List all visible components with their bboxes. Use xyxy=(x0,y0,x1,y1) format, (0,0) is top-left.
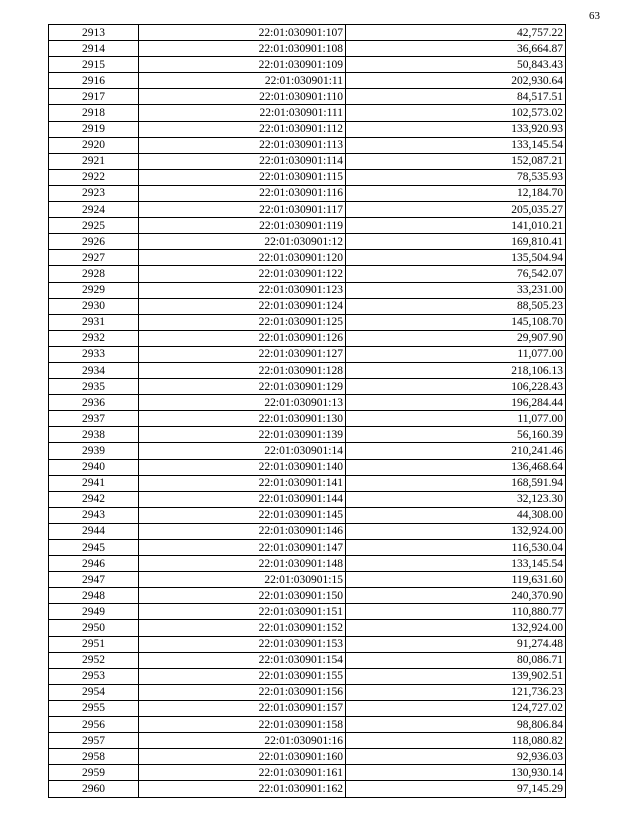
row-number-cell: 2954 xyxy=(49,684,139,700)
cadastral-number-cell: 22:01:030901:120 xyxy=(139,250,346,266)
cadastral-number-cell: 22:01:030901:144 xyxy=(139,491,346,507)
row-number-cell: 2922 xyxy=(49,169,139,185)
cadastral-number-cell: 22:01:030901:141 xyxy=(139,475,346,491)
cadastral-number-cell: 22:01:030901:154 xyxy=(139,652,346,668)
row-number-cell: 2935 xyxy=(49,379,139,395)
row-number-cell: 2924 xyxy=(49,202,139,218)
row-number-cell: 2942 xyxy=(49,491,139,507)
cadastral-value-table xyxy=(48,24,566,798)
cadastral-number-cell: 22:01:030901:148 xyxy=(139,556,346,572)
cadastral-number-cell: 22:01:030901:114 xyxy=(139,153,346,169)
cadastral-value-cell: 12,184.70 xyxy=(346,185,566,201)
table-row xyxy=(49,57,566,73)
cadastral-number-cell: 22:01:030901:108 xyxy=(139,41,346,57)
cadastral-value-cell: 29,907.90 xyxy=(346,330,566,346)
row-number-cell: 2931 xyxy=(49,314,139,330)
cadastral-number-cell: 22:01:030901:12 xyxy=(139,234,346,250)
cadastral-value-cell: 44,308.00 xyxy=(346,507,566,523)
cadastral-number-cell: 22:01:030901:14 xyxy=(139,443,346,459)
row-number-cell: 2960 xyxy=(49,781,139,797)
cadastral-value-cell: 121,736.23 xyxy=(346,684,566,700)
row-number-cell: 2933 xyxy=(49,346,139,362)
row-number-cell: 2944 xyxy=(49,523,139,539)
cadastral-value-cell: 141,010.21 xyxy=(346,218,566,234)
table-row xyxy=(49,733,566,749)
cadastral-number-cell: 22:01:030901:150 xyxy=(139,588,346,604)
row-number-cell: 2927 xyxy=(49,250,139,266)
cadastral-value-cell: 50,843.43 xyxy=(346,57,566,73)
cadastral-value-cell: 135,504.94 xyxy=(346,250,566,266)
row-number-cell: 2938 xyxy=(49,427,139,443)
table-row xyxy=(49,427,566,443)
row-number-cell: 2916 xyxy=(49,73,139,89)
cadastral-value-cell: 110,880.77 xyxy=(346,604,566,620)
cadastral-value-cell: 97,145.29 xyxy=(346,781,566,797)
row-number-cell: 2932 xyxy=(49,330,139,346)
cadastral-number-cell: 22:01:030901:151 xyxy=(139,604,346,620)
table-row xyxy=(49,588,566,604)
cadastral-number-cell: 22:01:030901:16 xyxy=(139,733,346,749)
cadastral-value-cell: 205,035.27 xyxy=(346,202,566,218)
row-number-cell: 2915 xyxy=(49,57,139,73)
table-row xyxy=(49,379,566,395)
table-row xyxy=(49,604,566,620)
row-number-cell: 2914 xyxy=(49,41,139,57)
cadastral-value-cell: 240,370.90 xyxy=(346,588,566,604)
cadastral-value-cell: 169,810.41 xyxy=(346,234,566,250)
row-number-cell: 2936 xyxy=(49,395,139,411)
cadastral-number-cell: 22:01:030901:161 xyxy=(139,765,346,781)
table-row xyxy=(49,717,566,733)
cadastral-number-cell: 22:01:030901:109 xyxy=(139,57,346,73)
cadastral-value-cell: 92,936.03 xyxy=(346,749,566,765)
cadastral-value-cell: 118,080.82 xyxy=(346,733,566,749)
cadastral-number-cell: 22:01:030901:13 xyxy=(139,395,346,411)
table-row xyxy=(49,362,566,378)
cadastral-value-cell: 132,924.00 xyxy=(346,523,566,539)
table-row xyxy=(49,298,566,314)
cadastral-number-cell: 22:01:030901:116 xyxy=(139,185,346,201)
cadastral-number-cell: 22:01:030901:162 xyxy=(139,781,346,797)
table-row xyxy=(49,459,566,475)
table-row xyxy=(49,314,566,330)
table-row xyxy=(49,491,566,507)
cadastral-value-cell: 130,930.14 xyxy=(346,765,566,781)
cadastral-value-cell: 196,284.44 xyxy=(346,395,566,411)
cadastral-value-cell: 202,930.64 xyxy=(346,73,566,89)
row-number-cell: 2923 xyxy=(49,185,139,201)
row-number-cell: 2939 xyxy=(49,443,139,459)
table-row xyxy=(49,620,566,636)
row-number-cell: 2958 xyxy=(49,749,139,765)
table-row xyxy=(49,523,566,539)
cadastral-number-cell: 22:01:030901:152 xyxy=(139,620,346,636)
row-number-cell: 2953 xyxy=(49,668,139,684)
cadastral-value-cell: 42,757.22 xyxy=(346,25,566,41)
row-number-cell: 2929 xyxy=(49,282,139,298)
row-number-cell: 2945 xyxy=(49,540,139,556)
cadastral-number-cell: 22:01:030901:115 xyxy=(139,169,346,185)
table-row xyxy=(49,218,566,234)
cadastral-value-cell: 76,542.07 xyxy=(346,266,566,282)
cadastral-value-cell: 56,160.39 xyxy=(346,427,566,443)
table-row xyxy=(49,652,566,668)
row-number-cell: 2920 xyxy=(49,137,139,153)
cadastral-value-cell: 133,145.54 xyxy=(346,556,566,572)
cadastral-number-cell: 22:01:030901:11 xyxy=(139,73,346,89)
cadastral-value-cell: 133,920.93 xyxy=(346,121,566,137)
cadastral-value-cell: 11,077.00 xyxy=(346,346,566,362)
row-number-cell: 2937 xyxy=(49,411,139,427)
cadastral-number-cell: 22:01:030901:123 xyxy=(139,282,346,298)
cadastral-value-cell: 152,087.21 xyxy=(346,153,566,169)
cadastral-value-cell: 33,231.00 xyxy=(346,282,566,298)
row-number-cell: 2951 xyxy=(49,636,139,652)
row-number-cell: 2947 xyxy=(49,572,139,588)
cadastral-value-cell: 119,631.60 xyxy=(346,572,566,588)
table-row xyxy=(49,137,566,153)
table-row xyxy=(49,765,566,781)
cadastral-number-cell: 22:01:030901:129 xyxy=(139,379,346,395)
cadastral-number-cell: 22:01:030901:130 xyxy=(139,411,346,427)
row-number-cell: 2917 xyxy=(49,89,139,105)
row-number-cell: 2934 xyxy=(49,362,139,378)
table-body xyxy=(49,25,566,798)
cadastral-value-cell: 11,077.00 xyxy=(346,411,566,427)
table-row xyxy=(49,636,566,652)
cadastral-number-cell: 22:01:030901:157 xyxy=(139,700,346,716)
cadastral-number-cell: 22:01:030901:128 xyxy=(139,362,346,378)
cadastral-number-cell: 22:01:030901:153 xyxy=(139,636,346,652)
table-row xyxy=(49,73,566,89)
cadastral-value-cell: 132,924.00 xyxy=(346,620,566,636)
cadastral-number-cell: 22:01:030901:112 xyxy=(139,121,346,137)
row-number-cell: 2918 xyxy=(49,105,139,121)
cadastral-value-cell: 116,530.04 xyxy=(346,540,566,556)
cadastral-number-cell: 22:01:030901:147 xyxy=(139,540,346,556)
table-row xyxy=(49,507,566,523)
cadastral-number-cell: 22:01:030901:155 xyxy=(139,668,346,684)
table-row xyxy=(49,153,566,169)
row-number-cell: 2956 xyxy=(49,717,139,733)
cadastral-value-cell: 106,228.43 xyxy=(346,379,566,395)
table-row xyxy=(49,89,566,105)
row-number-cell: 2913 xyxy=(49,25,139,41)
cadastral-number-cell: 22:01:030901:160 xyxy=(139,749,346,765)
table-row xyxy=(49,121,566,137)
row-number-cell: 2949 xyxy=(49,604,139,620)
row-number-cell: 2950 xyxy=(49,620,139,636)
table-row xyxy=(49,25,566,41)
cadastral-value-cell: 218,106.13 xyxy=(346,362,566,378)
table-row xyxy=(49,556,566,572)
table-row xyxy=(49,346,566,362)
cadastral-number-cell: 22:01:030901:156 xyxy=(139,684,346,700)
cadastral-number-cell: 22:01:030901:127 xyxy=(139,346,346,362)
cadastral-value-cell: 210,241.46 xyxy=(346,443,566,459)
cadastral-number-cell: 22:01:030901:139 xyxy=(139,427,346,443)
cadastral-value-cell: 84,517.51 xyxy=(346,89,566,105)
cadastral-number-cell: 22:01:030901:119 xyxy=(139,218,346,234)
row-number-cell: 2948 xyxy=(49,588,139,604)
row-number-cell: 2946 xyxy=(49,556,139,572)
row-number-cell: 2955 xyxy=(49,700,139,716)
cadastral-number-cell: 22:01:030901:111 xyxy=(139,105,346,121)
table-row xyxy=(49,169,566,185)
row-number-cell: 2941 xyxy=(49,475,139,491)
cadastral-value-cell: 32,123.30 xyxy=(346,491,566,507)
table-row xyxy=(49,540,566,556)
cadastral-number-cell: 22:01:030901:124 xyxy=(139,298,346,314)
table-row xyxy=(49,781,566,797)
row-number-cell: 2957 xyxy=(49,733,139,749)
row-number-cell: 2940 xyxy=(49,459,139,475)
cadastral-value-cell: 80,086.71 xyxy=(346,652,566,668)
cadastral-value-cell: 136,468.64 xyxy=(346,459,566,475)
table-row xyxy=(49,41,566,57)
cadastral-value-cell: 78,535.93 xyxy=(346,169,566,185)
table-row xyxy=(49,266,566,282)
cadastral-value-cell: 133,145.54 xyxy=(346,137,566,153)
page-number: 63 xyxy=(589,10,600,22)
cadastral-number-cell: 22:01:030901:146 xyxy=(139,523,346,539)
row-number-cell: 2943 xyxy=(49,507,139,523)
table-row xyxy=(49,475,566,491)
table-row xyxy=(49,411,566,427)
row-number-cell: 2925 xyxy=(49,218,139,234)
cadastral-number-cell: 22:01:030901:122 xyxy=(139,266,346,282)
cadastral-number-cell: 22:01:030901:140 xyxy=(139,459,346,475)
table-row xyxy=(49,443,566,459)
cadastral-value-cell: 98,806.84 xyxy=(346,717,566,733)
table-row xyxy=(49,330,566,346)
cadastral-value-cell: 168,591.94 xyxy=(346,475,566,491)
cadastral-value-cell: 91,274.48 xyxy=(346,636,566,652)
cadastral-number-cell: 22:01:030901:15 xyxy=(139,572,346,588)
table-row xyxy=(49,749,566,765)
table-row xyxy=(49,395,566,411)
cadastral-number-cell: 22:01:030901:126 xyxy=(139,330,346,346)
table-row xyxy=(49,572,566,588)
cadastral-number-cell: 22:01:030901:145 xyxy=(139,507,346,523)
cadastral-number-cell: 22:01:030901:125 xyxy=(139,314,346,330)
cadastral-value-cell: 102,573.02 xyxy=(346,105,566,121)
cadastral-number-cell: 22:01:030901:117 xyxy=(139,202,346,218)
cadastral-value-cell: 88,505.23 xyxy=(346,298,566,314)
table-row xyxy=(49,684,566,700)
cadastral-value-cell: 36,664.87 xyxy=(346,41,566,57)
cadastral-value-cell: 139,902.51 xyxy=(346,668,566,684)
cadastral-number-cell: 22:01:030901:158 xyxy=(139,717,346,733)
row-number-cell: 2930 xyxy=(49,298,139,314)
table-row xyxy=(49,234,566,250)
table-row xyxy=(49,105,566,121)
row-number-cell: 2928 xyxy=(49,266,139,282)
row-number-cell: 2921 xyxy=(49,153,139,169)
cadastral-value-cell: 124,727.02 xyxy=(346,700,566,716)
table-row xyxy=(49,250,566,266)
row-number-cell: 2919 xyxy=(49,121,139,137)
table-row xyxy=(49,282,566,298)
row-number-cell: 2926 xyxy=(49,234,139,250)
table-row xyxy=(49,668,566,684)
row-number-cell: 2959 xyxy=(49,765,139,781)
cadastral-value-cell: 145,108.70 xyxy=(346,314,566,330)
cadastral-number-cell: 22:01:030901:110 xyxy=(139,89,346,105)
cadastral-number-cell: 22:01:030901:107 xyxy=(139,25,346,41)
row-number-cell: 2952 xyxy=(49,652,139,668)
table-row xyxy=(49,185,566,201)
cadastral-number-cell: 22:01:030901:113 xyxy=(139,137,346,153)
table-row xyxy=(49,202,566,218)
table-row xyxy=(49,700,566,716)
